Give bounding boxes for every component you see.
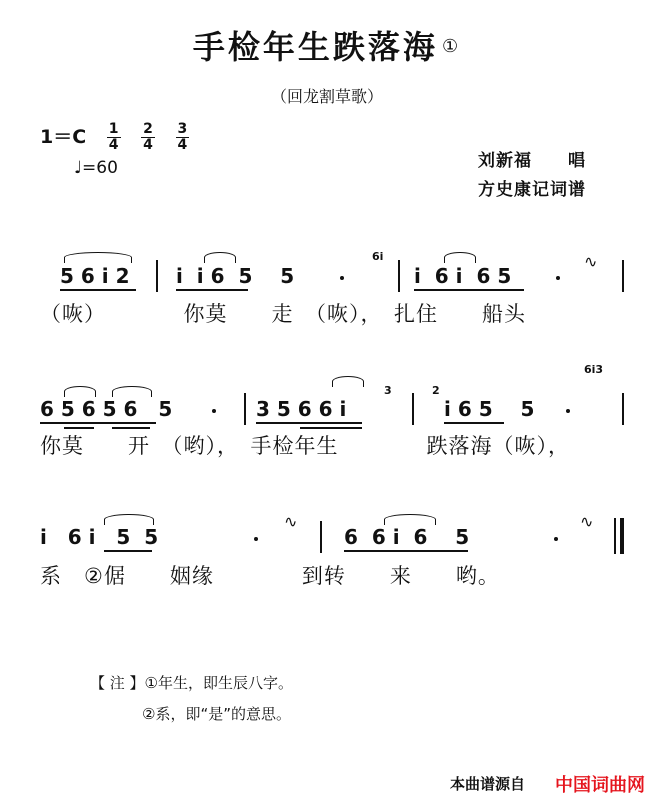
barline <box>156 260 158 292</box>
underline <box>444 422 504 424</box>
key-label: 1＝C <box>40 126 87 148</box>
key-signature <box>40 122 189 153</box>
duration-dot <box>254 537 258 541</box>
underline <box>104 550 152 552</box>
grace-note: 6i3 <box>584 363 604 376</box>
final-barline-thick <box>620 518 624 554</box>
grace-note: 6i <box>372 250 384 263</box>
lyrics-line-2: 你莫 开 （哟）， 手检年生 跌落海（咴）， <box>40 434 570 458</box>
slur <box>64 252 132 263</box>
underline <box>60 289 136 291</box>
title-footnote-mark: ① <box>441 36 462 57</box>
footnote-2: ②系，即“是”的意思。 <box>142 705 291 723</box>
footnote-label: 【 注 】 <box>90 674 145 692</box>
barline <box>622 260 624 292</box>
notes-bar-6: i 6 5 5 <box>444 397 535 421</box>
barline <box>398 260 400 292</box>
notes-bar-4: 6 5 6 5 6 5 <box>40 397 173 421</box>
tempo-marking: ♩=60 <box>74 158 118 178</box>
underline <box>40 422 156 424</box>
barline <box>320 521 322 553</box>
meter-1: $\frac{1}{4}$ <box>108 121 119 153</box>
barline <box>622 393 624 425</box>
duration-dot <box>566 409 570 413</box>
duration-dot <box>340 276 344 280</box>
underline <box>176 289 248 291</box>
grace-note: 3 <box>384 384 392 397</box>
lyrics-line-3: 系 ②倨 姻缘 到转 来 哟。 <box>40 564 500 588</box>
duration-dot <box>554 537 558 541</box>
slur <box>112 386 152 397</box>
footnote-1: 【 注 】①年生，即生辰八字。 <box>90 674 293 692</box>
song-subtitle: （回龙割草歌） <box>270 87 383 106</box>
barline <box>412 393 414 425</box>
duration-dot <box>556 276 560 280</box>
underline <box>256 422 362 424</box>
song-title: 手检年生跌落海 ① <box>192 28 462 66</box>
slur <box>204 252 236 263</box>
meter-2: $\frac{2}{4}$ <box>143 121 153 153</box>
slur <box>384 514 436 525</box>
notes-bar-5: 3 5 6 6 i <box>256 397 347 421</box>
site-link[interactable]: 中国词曲网 <box>555 775 645 796</box>
slur <box>444 252 476 263</box>
underline <box>112 427 150 429</box>
lyrics-line-1: （咴） 你莫 走 （咴）， 扎住 船头 <box>40 302 526 326</box>
glissando-mark: ∿ <box>284 512 298 531</box>
notes-bar-1: 5 6 i 2 <box>60 264 130 288</box>
slur <box>104 514 154 525</box>
glissando-mark: ∿ <box>584 252 598 271</box>
notes-bar-3: i 6 i 6 5 <box>414 264 512 288</box>
slur <box>64 386 96 397</box>
notes-bar-8: 6 6 i 6 5 <box>344 525 470 549</box>
notes-bar-2: i i 6 5 5 <box>176 264 295 288</box>
barline <box>244 393 246 425</box>
slur <box>332 376 364 387</box>
grace-note: 2 <box>432 384 440 397</box>
final-barline-thin <box>614 518 616 554</box>
notes-bar-7: i 6 i 5 5 <box>40 525 159 549</box>
meter-3: $\frac{3}{4}$ <box>177 121 188 153</box>
recorder-credit: 方史康记词谱 <box>478 180 586 200</box>
underline <box>344 550 468 552</box>
underline <box>414 289 524 291</box>
underline <box>64 427 94 429</box>
singer-credit: 刘新福 唱 <box>478 151 586 171</box>
underline <box>300 427 362 429</box>
quarter-note-icon: ♩ <box>74 158 83 178</box>
source-label: 本曲谱源自 <box>450 775 526 793</box>
glissando-mark: ∿ <box>580 512 594 531</box>
duration-dot <box>212 409 216 413</box>
